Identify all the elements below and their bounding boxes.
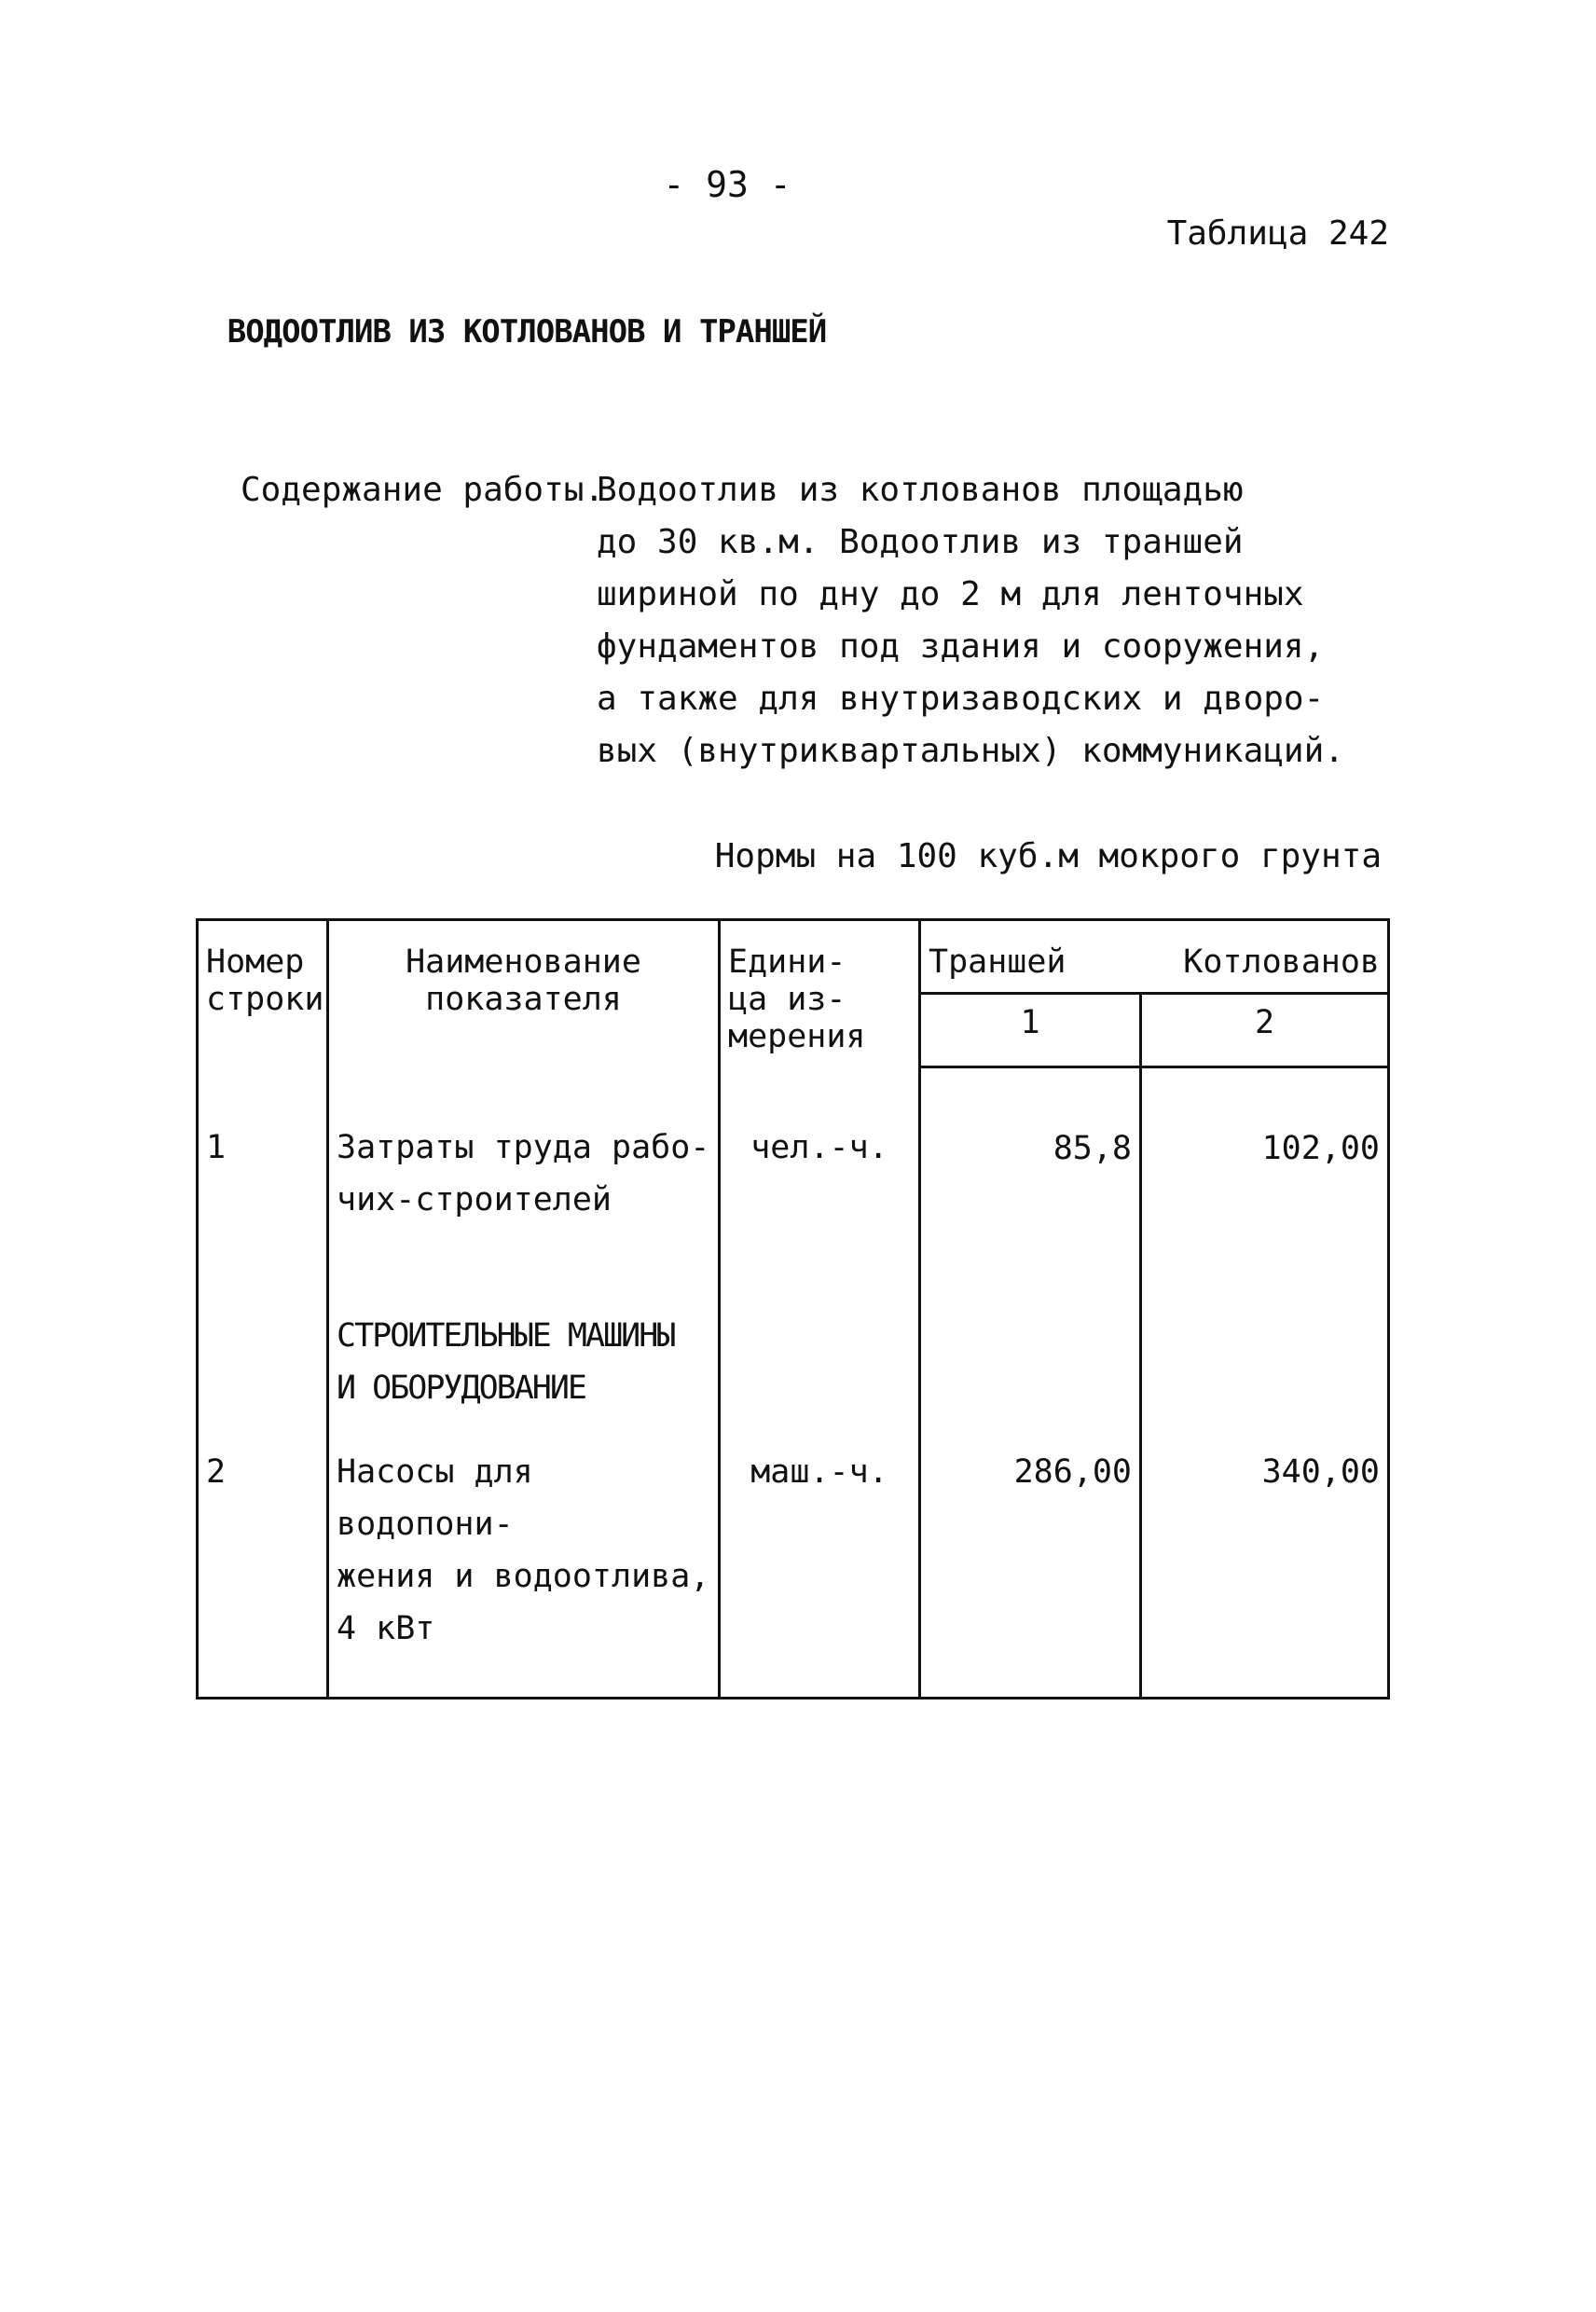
section-heading-line: И ОБОРУДОВАНИЕ (337, 1369, 586, 1407)
header-unit-line: мерения (728, 1018, 866, 1055)
row-indicator-name-line: Насосы для водопони- (337, 1452, 533, 1543)
header-unit (720, 920, 920, 1067)
work-content-line: до 30 кв.м. Водоотлив из траншей (597, 523, 1244, 561)
row-number: 1 (198, 1067, 328, 1258)
document-title: ВОДООТЛИВ ИЗ КОТЛОВАНОВ И ТРАНШЕЙ (227, 313, 827, 351)
header-pits: Котлованов (1141, 920, 1389, 994)
header-indicator-name-line: Наименование (406, 943, 641, 981)
table-row (198, 1446, 1389, 1699)
norms-caption: Нормы на 100 куб.м мокрого грунта (714, 837, 1382, 875)
work-content-line: а также для внутризаводских и дворо- (597, 680, 1325, 718)
row-indicator-name-line: Затраты труда рабо- (337, 1128, 710, 1166)
header-row-number (198, 920, 328, 1067)
page-number: - 93 - (663, 164, 791, 205)
header-trenches: Траншей (920, 920, 1141, 994)
header-unit-line: Едини- (728, 943, 846, 981)
table-label: Таблица 242 (1166, 214, 1389, 253)
table-section-row (198, 1258, 1389, 1446)
work-content-line: вых (внутриквартальных) коммуникаций. (597, 732, 1344, 770)
section-heading (328, 1258, 720, 1446)
table-row (198, 1067, 1389, 1258)
row-pits-value: 102,00 (1141, 1067, 1389, 1258)
work-content-line: шириной по дну до 2 м для ленточных (597, 575, 1304, 613)
work-content-line: Водоотлив из котлованов площадью (597, 471, 1244, 509)
row-indicator-name-line: 4 кВт (337, 1609, 435, 1647)
row-unit: чел.-ч. (720, 1067, 920, 1258)
header-indicator-name (328, 920, 720, 1067)
section-heading-line: СТРОИТЕЛЬНЫЕ МАШИНЫ (337, 1316, 675, 1355)
row-indicator-name (328, 1446, 720, 1699)
header-col-1: 1 (920, 994, 1141, 1067)
header-row-number-line: Номер (206, 943, 305, 981)
row-indicator-name (328, 1067, 720, 1258)
header-row-number-line: строки (206, 981, 324, 1018)
header-unit-line: ца из- (728, 981, 846, 1018)
row-indicator-name-line: жения и водоотлива, (337, 1557, 710, 1595)
row-pits-value: 340,00 (1141, 1446, 1389, 1699)
header-indicator-name-line: показателя (425, 981, 622, 1018)
work-content-line: фундаментов под здания и сооружения, (597, 627, 1325, 666)
row-trenches-value: 286,00 (920, 1446, 1141, 1699)
work-content-label: Содержание работы. (241, 471, 605, 509)
row-trenches-value: 85,8 (920, 1067, 1141, 1258)
header-col-2: 2 (1141, 994, 1389, 1067)
row-indicator-name-line: чих-строителей (337, 1180, 612, 1218)
norms-table (196, 918, 1390, 1700)
row-number: 2 (198, 1446, 328, 1699)
row-unit: маш.-ч. (720, 1446, 920, 1699)
